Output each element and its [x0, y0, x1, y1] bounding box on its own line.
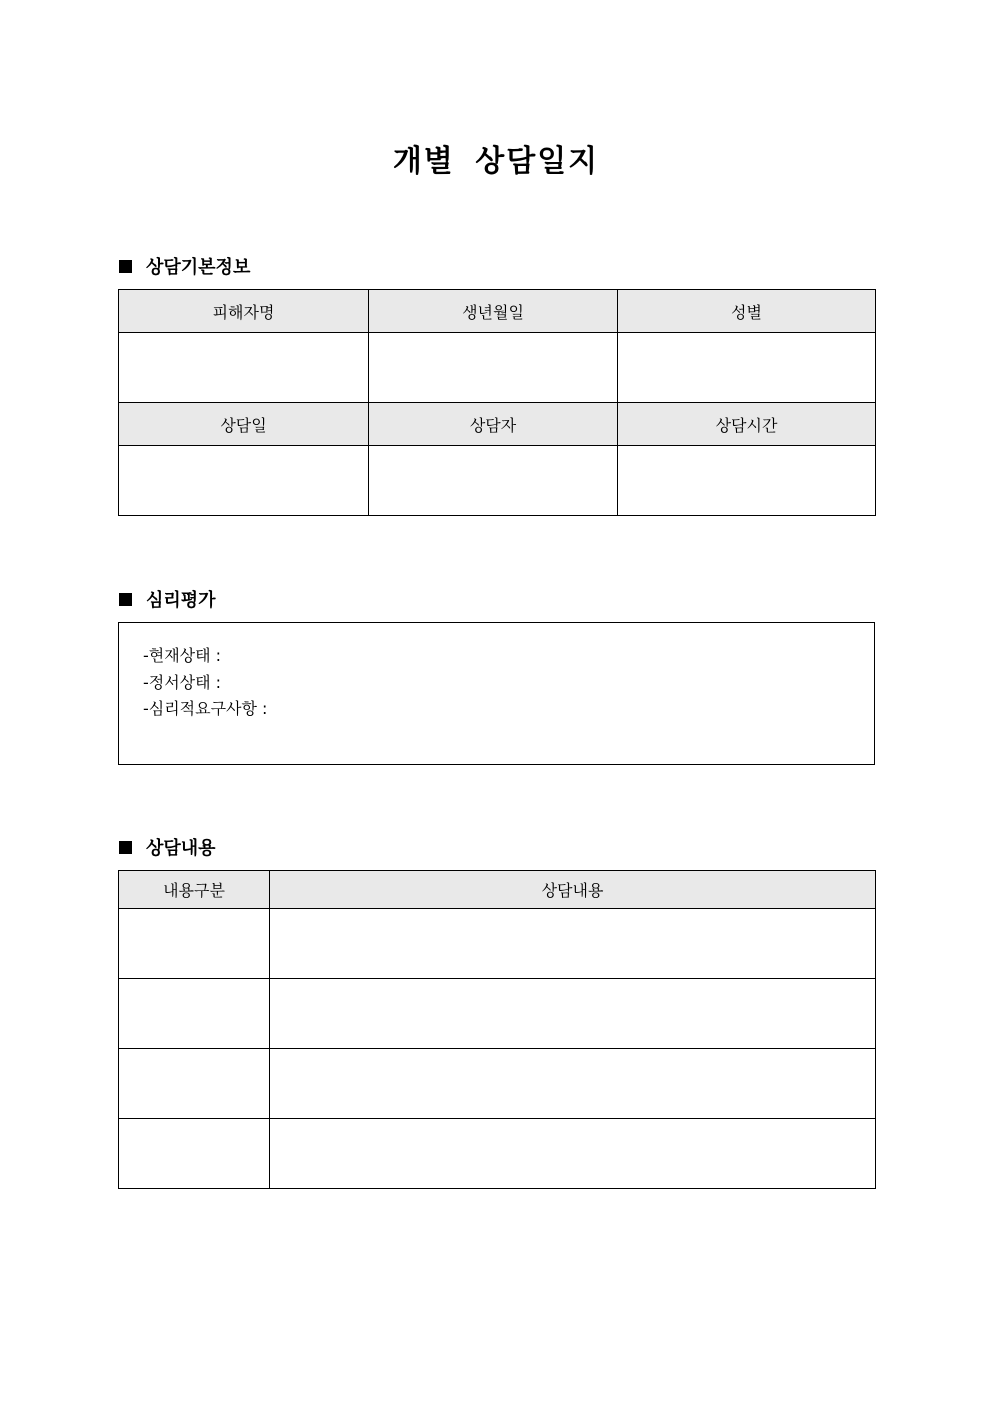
counseling-content-cell[interactable] — [270, 909, 876, 979]
psych-eval-box[interactable] — [118, 622, 875, 765]
counseling-content-cell[interactable] — [270, 1119, 876, 1189]
table-row — [119, 333, 876, 403]
section-heading-label: 상담기본정보 — [146, 257, 251, 278]
table-row — [119, 909, 876, 979]
table-header-row — [119, 871, 876, 909]
document-title: 개별 상담일지 — [392, 144, 600, 179]
counseling-content-table — [118, 870, 876, 1189]
psych-needs-line: -심리적요구사항 : — [143, 699, 268, 718]
counsel-time-cell[interactable] — [618, 446, 876, 516]
header-content-category: 내용구분 — [119, 871, 270, 909]
table-header-row — [119, 290, 876, 333]
section-heading-label: 심리평가 — [146, 590, 216, 611]
psych-eval-lines — [143, 643, 267, 723]
emotional-state-line: -정서상태 : — [143, 672, 222, 692]
table-row — [119, 446, 876, 516]
header-birth-date: 생년월일 — [369, 290, 618, 333]
current-state-line: -현재상태 : — [143, 646, 222, 665]
content-category-cell[interactable] — [119, 979, 270, 1049]
counseling-content-cell[interactable] — [270, 1049, 876, 1119]
header-gender: 성별 — [618, 290, 876, 333]
table-header-row — [119, 403, 876, 446]
section-heading-psych-eval — [119, 586, 216, 612]
section-heading-label: 상담내용 — [146, 838, 216, 859]
counsel-date-cell[interactable] — [119, 446, 369, 516]
content-category-cell[interactable] — [119, 909, 270, 979]
table-row — [119, 1119, 876, 1189]
table-row — [119, 1049, 876, 1119]
header-counseling-content: 상담내용 — [270, 871, 876, 909]
content-category-cell[interactable] — [119, 1119, 270, 1189]
basic-info-table — [118, 289, 876, 516]
square-bullet-icon — [119, 841, 132, 854]
square-bullet-icon — [119, 260, 132, 273]
header-counselor: 상담자 — [369, 403, 618, 446]
counseling-content-cell[interactable] — [270, 979, 876, 1049]
section-heading-basic-info — [119, 253, 250, 279]
header-counsel-time: 상담시간 — [618, 403, 876, 446]
square-bullet-icon — [119, 593, 132, 606]
header-counsel-date: 상담일 — [119, 403, 369, 446]
header-victim-name: 피해자명 — [119, 290, 369, 333]
gender-cell[interactable] — [618, 333, 876, 403]
victim-name-cell[interactable] — [119, 333, 369, 403]
birth-date-cell[interactable] — [369, 333, 618, 403]
counselor-cell[interactable] — [369, 446, 618, 516]
content-category-cell[interactable] — [119, 1049, 270, 1119]
table-row — [119, 979, 876, 1049]
section-heading-counseling — [119, 834, 216, 860]
